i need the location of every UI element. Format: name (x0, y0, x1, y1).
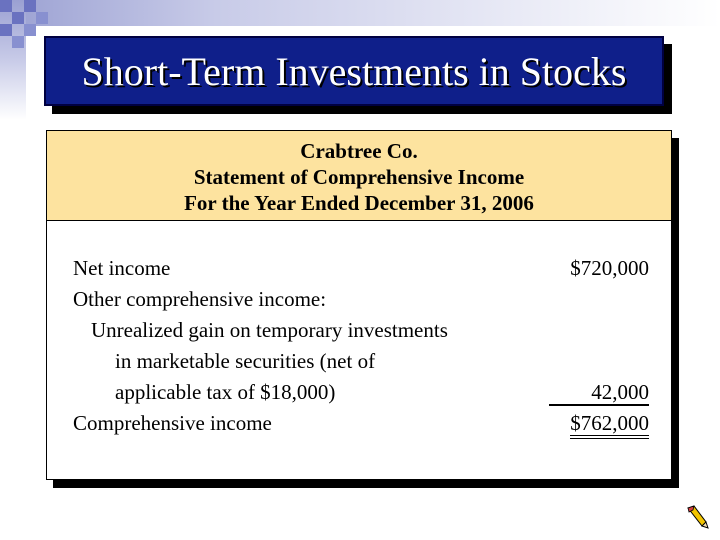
company-name: Crabtree Co. (300, 139, 418, 163)
statement-header (47, 131, 671, 221)
statement-period: For the Year Ended December 31, 2006 (184, 191, 534, 215)
row-label: in marketable securities (net of (115, 349, 376, 373)
row-label: applicable tax of $18,000) (115, 380, 336, 404)
statement-row-comprehensive-income (47, 408, 671, 438)
row-label: Other comprehensive income: (73, 287, 327, 311)
title-banner (44, 36, 664, 106)
decorative-top-bar (0, 0, 720, 26)
statement-row-net-income (47, 253, 671, 283)
page-title: Short-Term Investments in Stocks (81, 48, 627, 94)
row-amount: $762,000 (570, 411, 649, 439)
row-amount: 42,000 (549, 380, 649, 406)
statement-row-applicable-tax (47, 377, 671, 407)
statement-row-marketable-securities (47, 346, 671, 376)
row-amount: $720,000 (570, 256, 649, 280)
row-label: Net income (73, 256, 171, 280)
statement-panel (46, 130, 672, 480)
statement-row-unrealized-gain (47, 315, 671, 345)
row-label: Comprehensive income (73, 411, 272, 435)
pencil-icon (684, 504, 710, 530)
row-label: Unrealized gain on temporary investments (91, 318, 448, 342)
statement-row-oci-heading (47, 284, 671, 314)
statement-name: Statement of Comprehensive Income (193, 165, 525, 189)
